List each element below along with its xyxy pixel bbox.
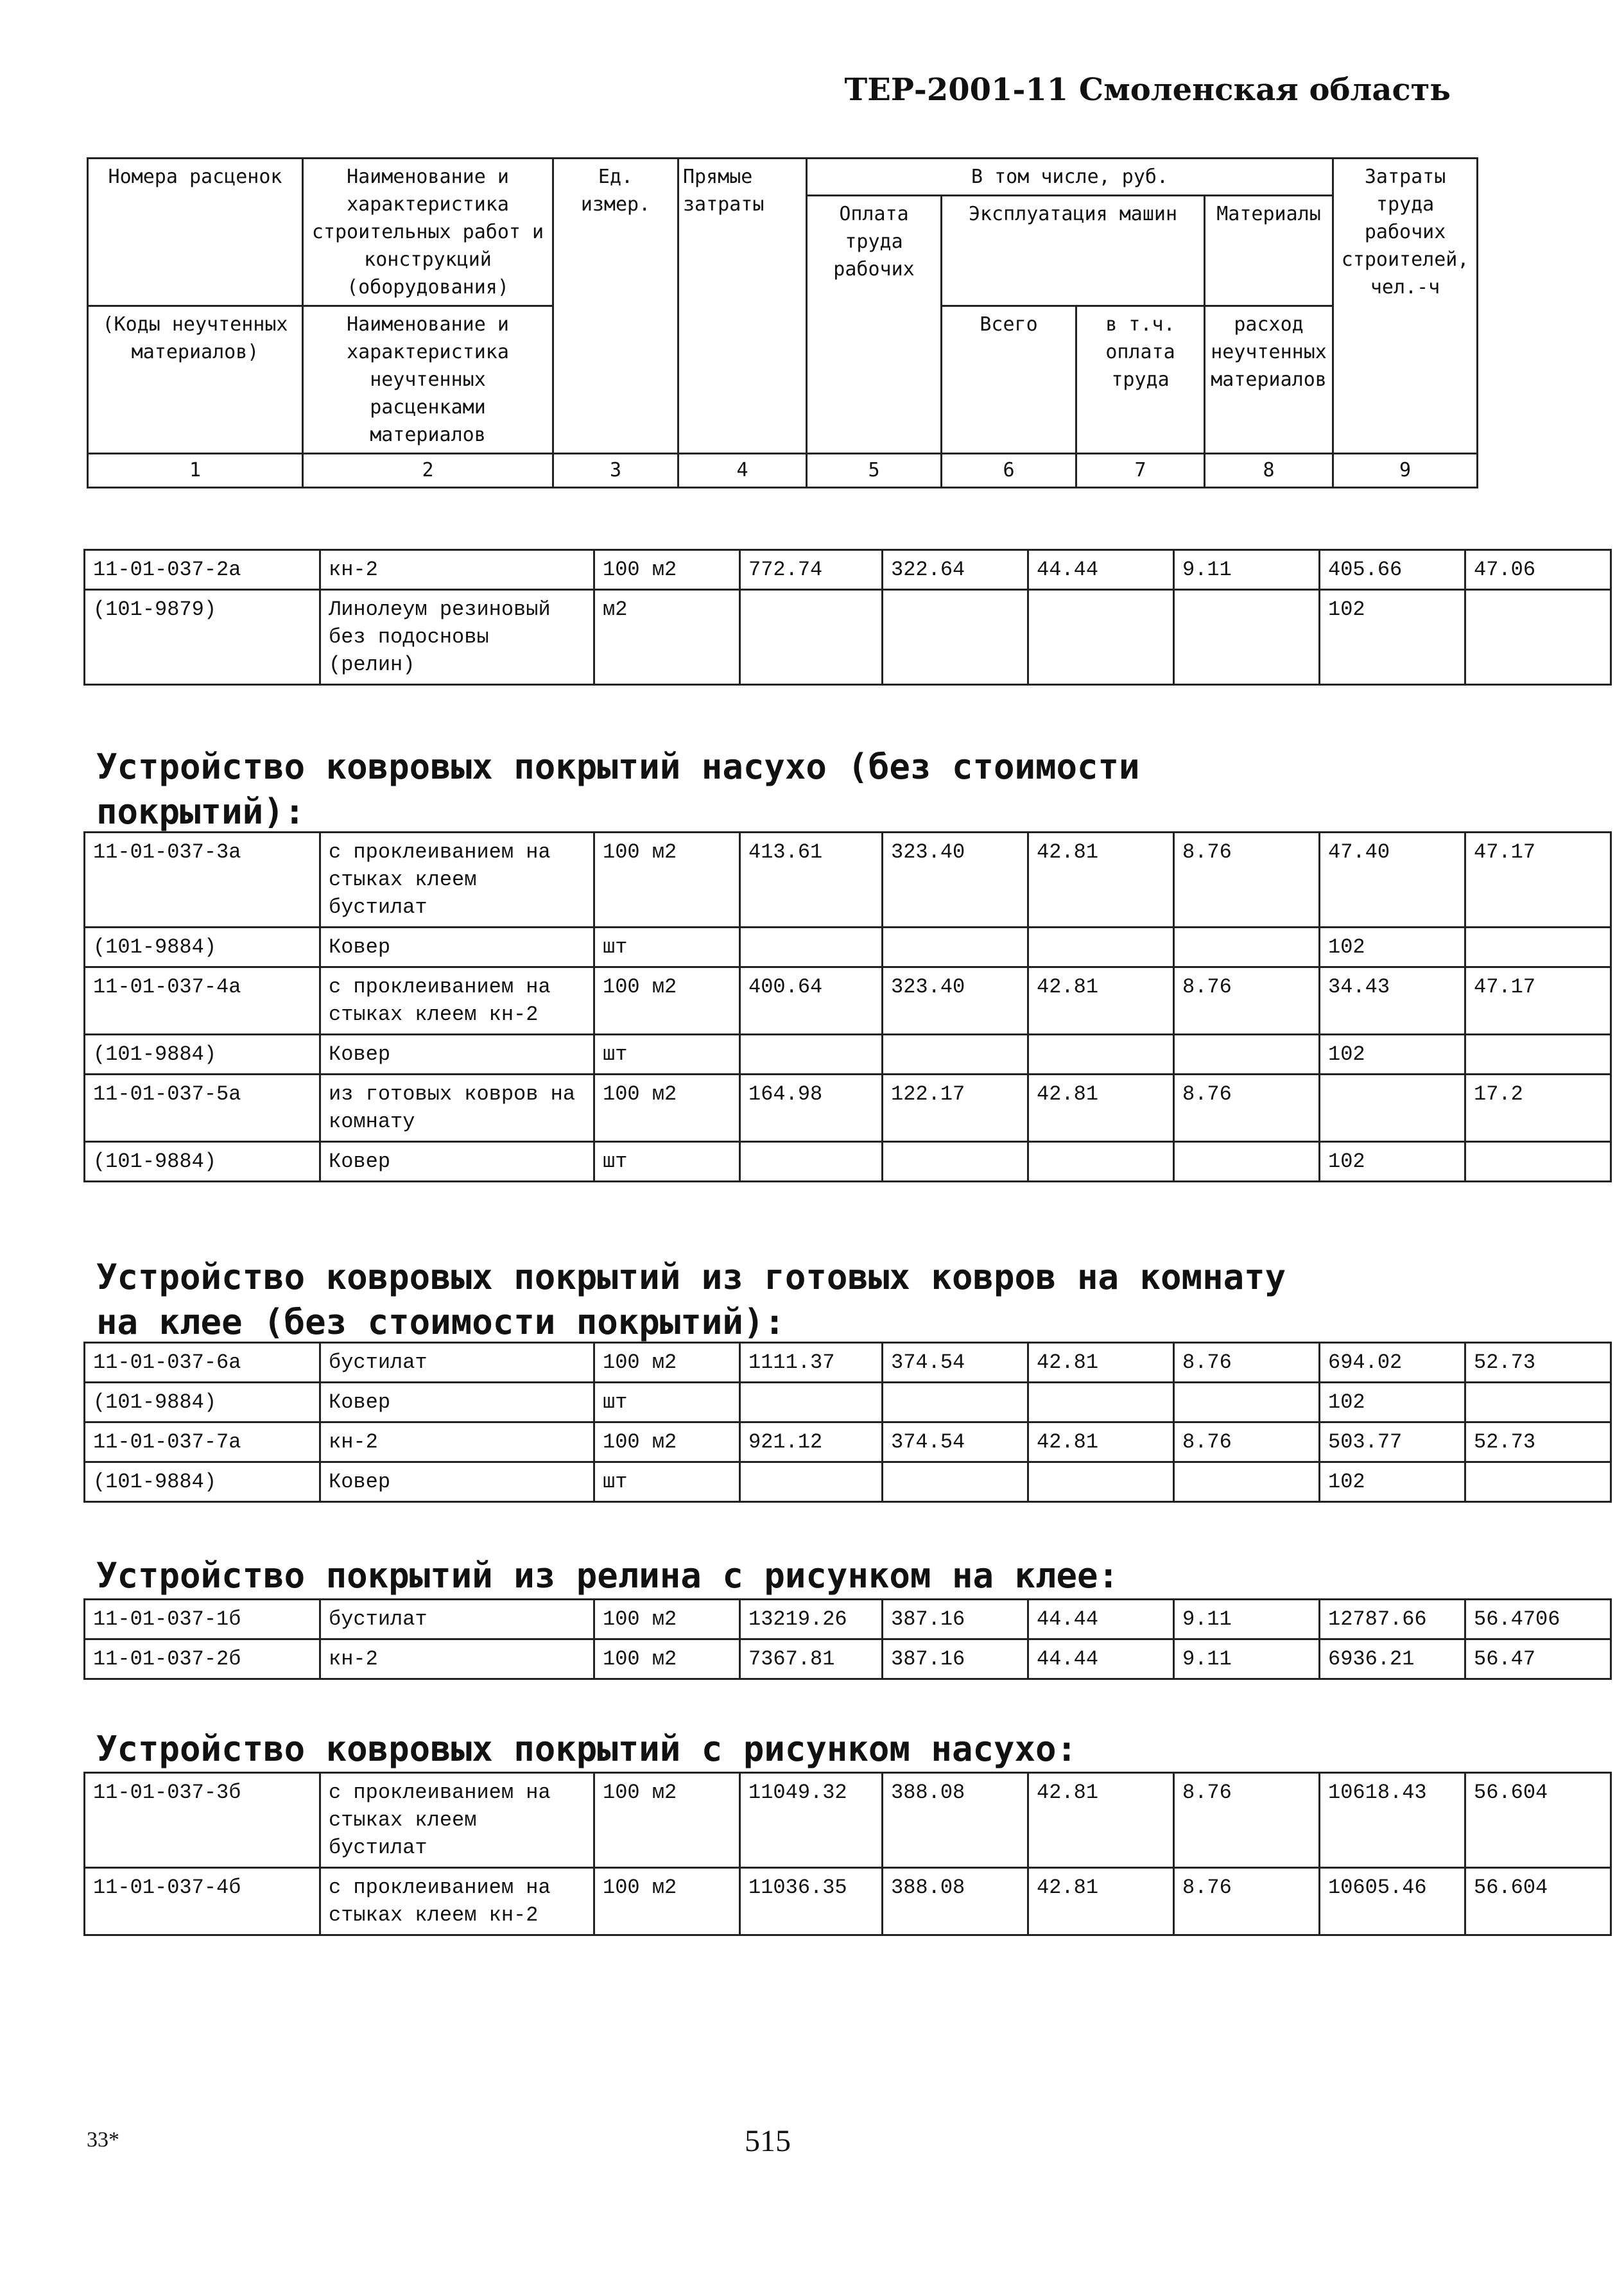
- table-cell: [883, 928, 1028, 967]
- table-cell: [740, 590, 883, 685]
- table-row: [85, 1075, 1611, 1142]
- table-cell: [1174, 1035, 1320, 1075]
- table-cell: 102: [1320, 590, 1465, 685]
- table-cell: 34.43: [1320, 967, 1465, 1035]
- table-cell: [883, 1142, 1028, 1182]
- header-codes-bottom: (Коды неучтенных материалов): [88, 306, 303, 454]
- table-cell: [740, 1142, 883, 1182]
- table-cell: (101-9884): [85, 928, 320, 967]
- table-row: [85, 1868, 1611, 1935]
- table-cell: 388.08: [883, 1773, 1028, 1868]
- table-cell: 323.40: [883, 833, 1028, 928]
- table-cell: (101-9884): [85, 1383, 320, 1422]
- table-cell: 100 м2: [594, 833, 740, 928]
- header-name-top: Наименование и характеристика строительных работ и конструкций (оборудования): [303, 159, 553, 306]
- table-cell: 11-01-037-6а: [85, 1343, 320, 1383]
- table-cell: 8.76: [1174, 833, 1320, 928]
- table-cell: шт: [594, 1142, 740, 1182]
- table-cell: [1028, 928, 1174, 967]
- col-number: 6: [942, 454, 1076, 488]
- col-number: 1: [88, 454, 303, 488]
- header-material-usage: расход неучтенных материалов: [1205, 306, 1333, 454]
- table-cell: 56.604: [1465, 1868, 1611, 1935]
- table-cell: [1465, 1462, 1611, 1502]
- table-cell: [883, 590, 1028, 685]
- table-cell: 8.76: [1174, 1422, 1320, 1462]
- table-cell: 102: [1320, 1462, 1465, 1502]
- table-cell: Ковер: [320, 928, 594, 967]
- table-cell: 102: [1320, 1383, 1465, 1422]
- table-cell: [1028, 590, 1174, 685]
- table-cell: 42.81: [1028, 967, 1174, 1035]
- table-cell: 374.54: [883, 1422, 1028, 1462]
- table-cell: 44.44: [1028, 1600, 1174, 1639]
- table-row: [85, 550, 1611, 590]
- table-cell: [740, 1383, 883, 1422]
- table-cell: 100 м2: [594, 1600, 740, 1639]
- rates-table: [83, 1772, 1612, 1936]
- table-cell: 9.11: [1174, 1639, 1320, 1679]
- table-cell: [1465, 928, 1611, 967]
- table-cell: 11-01-037-4б: [85, 1868, 320, 1935]
- table-row: [85, 1462, 1611, 1502]
- table-cell: 100 м2: [594, 1343, 740, 1383]
- table-row: [85, 1600, 1611, 1639]
- table-row: [85, 1142, 1611, 1182]
- table-cell: с проклеиванием на стыках клеем кн-2: [320, 967, 594, 1035]
- table-cell: 47.17: [1465, 967, 1611, 1035]
- table-cell: 44.44: [1028, 550, 1174, 590]
- page-number: 515: [745, 2124, 791, 2158]
- table-cell: 100 м2: [594, 550, 740, 590]
- table-cell: с проклеиванием на стыках клеем кн-2: [320, 1868, 594, 1935]
- table-cell: 42.81: [1028, 1343, 1174, 1383]
- table-cell: [1028, 1035, 1174, 1075]
- table-cell: [740, 928, 883, 967]
- table-cell: 100 м2: [594, 1075, 740, 1142]
- table-cell: 47.17: [1465, 833, 1611, 928]
- table-cell: [883, 1462, 1028, 1502]
- table-cell: [883, 1383, 1028, 1422]
- document-title: ТЕР-2001-11 Смоленская область: [844, 72, 1451, 108]
- table-cell: 323.40: [883, 967, 1028, 1035]
- footer-mark: 33*: [87, 2128, 119, 2152]
- table-cell: 100 м2: [594, 1868, 740, 1935]
- table-cell: из готовых ковров на комнату: [320, 1075, 594, 1142]
- table-cell: 8.76: [1174, 1343, 1320, 1383]
- table-cell: [1174, 590, 1320, 685]
- col-number: 3: [553, 454, 678, 488]
- table-cell: 42.81: [1028, 833, 1174, 928]
- table-cell: 44.44: [1028, 1639, 1174, 1679]
- table-cell: 1111.37: [740, 1343, 883, 1383]
- table-cell: 8.76: [1174, 967, 1320, 1035]
- table-cell: кн-2: [320, 550, 594, 590]
- col-number: 9: [1333, 454, 1478, 488]
- table-cell: 11-01-037-3а: [85, 833, 320, 928]
- table-cell: (101-9879): [85, 590, 320, 685]
- table-cell: [1465, 1035, 1611, 1075]
- table-cell: [1028, 1383, 1174, 1422]
- table-cell: 47.40: [1320, 833, 1465, 928]
- table-cell: 11-01-037-4а: [85, 967, 320, 1035]
- table-cell: Ковер: [320, 1383, 594, 1422]
- table-row: [85, 1035, 1611, 1075]
- table-cell: 56.604: [1465, 1773, 1611, 1868]
- table-cell: 12787.66: [1320, 1600, 1465, 1639]
- header-name-bottom: Наименование и характеристика неучтенных расценками материалов: [303, 306, 553, 454]
- section-title: Устройство ковровых покрытий с рисунком насухо:: [96, 1729, 1078, 1769]
- table-cell: [1174, 1462, 1320, 1502]
- table-cell: 387.16: [883, 1600, 1028, 1639]
- header-table: [87, 157, 1478, 488]
- header-codes-top: Номера расценок: [88, 159, 303, 306]
- table-cell: 921.12: [740, 1422, 883, 1462]
- table-cell: 100 м2: [594, 1422, 740, 1462]
- table-cell: с проклеиванием на стыках клеем бустилат: [320, 833, 594, 928]
- header-machines: Эксплуатация машин: [942, 196, 1205, 306]
- table-cell: шт: [594, 1035, 740, 1075]
- table-row: [85, 833, 1611, 928]
- table-cell: [883, 1035, 1028, 1075]
- rates-table: [83, 549, 1612, 686]
- table-cell: 42.81: [1028, 1075, 1174, 1142]
- table-cell: [1320, 1075, 1465, 1142]
- table-cell: 11-01-037-7а: [85, 1422, 320, 1462]
- table-cell: 11-01-037-2а: [85, 550, 320, 590]
- table-cell: 100 м2: [594, 1639, 740, 1679]
- table-cell: 102: [1320, 928, 1465, 967]
- table-cell: [1465, 1383, 1611, 1422]
- table-cell: кн-2: [320, 1422, 594, 1462]
- col-number: 5: [807, 454, 942, 488]
- rates-table: [83, 831, 1612, 1182]
- table-cell: 102: [1320, 1142, 1465, 1182]
- table-cell: бустилат: [320, 1600, 594, 1639]
- header-incl-wage: в т.ч. оплата труда: [1076, 306, 1205, 454]
- table-cell: 52.73: [1465, 1422, 1611, 1462]
- table-cell: 374.54: [883, 1343, 1028, 1383]
- table-cell: [1028, 1462, 1174, 1502]
- table-row: [85, 590, 1611, 685]
- table-cell: м2: [594, 590, 740, 685]
- col-number: 8: [1205, 454, 1333, 488]
- table-cell: 387.16: [883, 1639, 1028, 1679]
- section-title: Устройство покрытий из релина с рисунком на клее:: [96, 1555, 1119, 1596]
- table-cell: 8.76: [1174, 1075, 1320, 1142]
- table-cell: 8.76: [1174, 1773, 1320, 1868]
- table-cell: кн-2: [320, 1639, 594, 1679]
- table-cell: 503.77: [1320, 1422, 1465, 1462]
- table-cell: Ковер: [320, 1142, 594, 1182]
- table-cell: Линолеум резиновый без подосновы (релин): [320, 590, 594, 685]
- table-cell: 9.11: [1174, 1600, 1320, 1639]
- table-cell: 10618.43: [1320, 1773, 1465, 1868]
- table-cell: 6936.21: [1320, 1639, 1465, 1679]
- table-cell: 694.02: [1320, 1343, 1465, 1383]
- table-cell: 100 м2: [594, 967, 740, 1035]
- header-wage: Оплата труда рабочих: [807, 196, 942, 454]
- table-cell: [740, 1462, 883, 1502]
- table-cell: [1028, 1142, 1174, 1182]
- table-cell: 413.61: [740, 833, 883, 928]
- table-cell: 322.64: [883, 550, 1028, 590]
- table-cell: 56.47: [1465, 1639, 1611, 1679]
- table-cell: 42.81: [1028, 1422, 1174, 1462]
- rates-table: [83, 1342, 1612, 1503]
- table-cell: [1174, 1142, 1320, 1182]
- table-cell: (101-9884): [85, 1462, 320, 1502]
- table-row: [85, 1422, 1611, 1462]
- col-number: 7: [1076, 454, 1205, 488]
- table-cell: [1174, 1383, 1320, 1422]
- table-cell: 11049.32: [740, 1773, 883, 1868]
- table-cell: (101-9884): [85, 1142, 320, 1182]
- table-cell: Ковер: [320, 1035, 594, 1075]
- section-title: Устройство ковровых покрытий насухо (без стоимости покрытий):: [96, 747, 1140, 832]
- table-cell: 17.2: [1465, 1075, 1611, 1142]
- table-row: [85, 967, 1611, 1035]
- table-cell: шт: [594, 1383, 740, 1422]
- table-cell: 56.4706: [1465, 1600, 1611, 1639]
- col-number: 2: [303, 454, 553, 488]
- table-cell: [1465, 1142, 1611, 1182]
- table-cell: 42.81: [1028, 1773, 1174, 1868]
- table-cell: 11-01-037-3б: [85, 1773, 320, 1868]
- header-unit: Ед. измер.: [553, 159, 678, 454]
- table-cell: 772.74: [740, 550, 883, 590]
- table-cell: 9.11: [1174, 550, 1320, 590]
- table-cell: 164.98: [740, 1075, 883, 1142]
- header-machines-total: Всего: [942, 306, 1076, 454]
- header-labor: Затраты труда рабочих строителей, чел.-ч: [1333, 159, 1478, 454]
- section-title: Устройство ковровых покрытий из готовых ковров на комнату на клее (без стоимости покрытий):: [96, 1257, 1286, 1342]
- table-cell: 405.66: [1320, 550, 1465, 590]
- table-cell: [1174, 928, 1320, 967]
- table-cell: 8.76: [1174, 1868, 1320, 1935]
- table-row: [85, 1773, 1611, 1868]
- table-cell: 10605.46: [1320, 1868, 1465, 1935]
- table-cell: 100 м2: [594, 1773, 740, 1868]
- table-cell: 52.73: [1465, 1343, 1611, 1383]
- table-cell: [1465, 590, 1611, 685]
- table-cell: 11-01-037-5а: [85, 1075, 320, 1142]
- table-cell: 11-01-037-1б: [85, 1600, 320, 1639]
- table-cell: 400.64: [740, 967, 883, 1035]
- table-cell: 7367.81: [740, 1639, 883, 1679]
- table-cell: 102: [1320, 1035, 1465, 1075]
- table-cell: 42.81: [1028, 1868, 1174, 1935]
- table-cell: Ковер: [320, 1462, 594, 1502]
- table-cell: бустилат: [320, 1343, 594, 1383]
- rates-table: [83, 1598, 1612, 1680]
- table-cell: 122.17: [883, 1075, 1028, 1142]
- table-cell: [740, 1035, 883, 1075]
- col-number: 4: [678, 454, 807, 488]
- table-cell: с проклеиванием на стыках клеем бустилат: [320, 1773, 594, 1868]
- table-cell: 47.06: [1465, 550, 1611, 590]
- table-row: [85, 928, 1611, 967]
- header-including: В том числе, руб.: [807, 159, 1333, 196]
- header-materials: Материалы: [1205, 196, 1333, 306]
- table-cell: 11-01-037-2б: [85, 1639, 320, 1679]
- table-cell: 388.08: [883, 1868, 1028, 1935]
- table-row: [85, 1383, 1611, 1422]
- table-row: [85, 1343, 1611, 1383]
- table-cell: (101-9884): [85, 1035, 320, 1075]
- table-cell: шт: [594, 928, 740, 967]
- table-cell: 13219.26: [740, 1600, 883, 1639]
- table-row: [85, 1639, 1611, 1679]
- header-direct-costs: Прямые затраты: [678, 159, 807, 454]
- table-cell: шт: [594, 1462, 740, 1502]
- table-cell: 11036.35: [740, 1868, 883, 1935]
